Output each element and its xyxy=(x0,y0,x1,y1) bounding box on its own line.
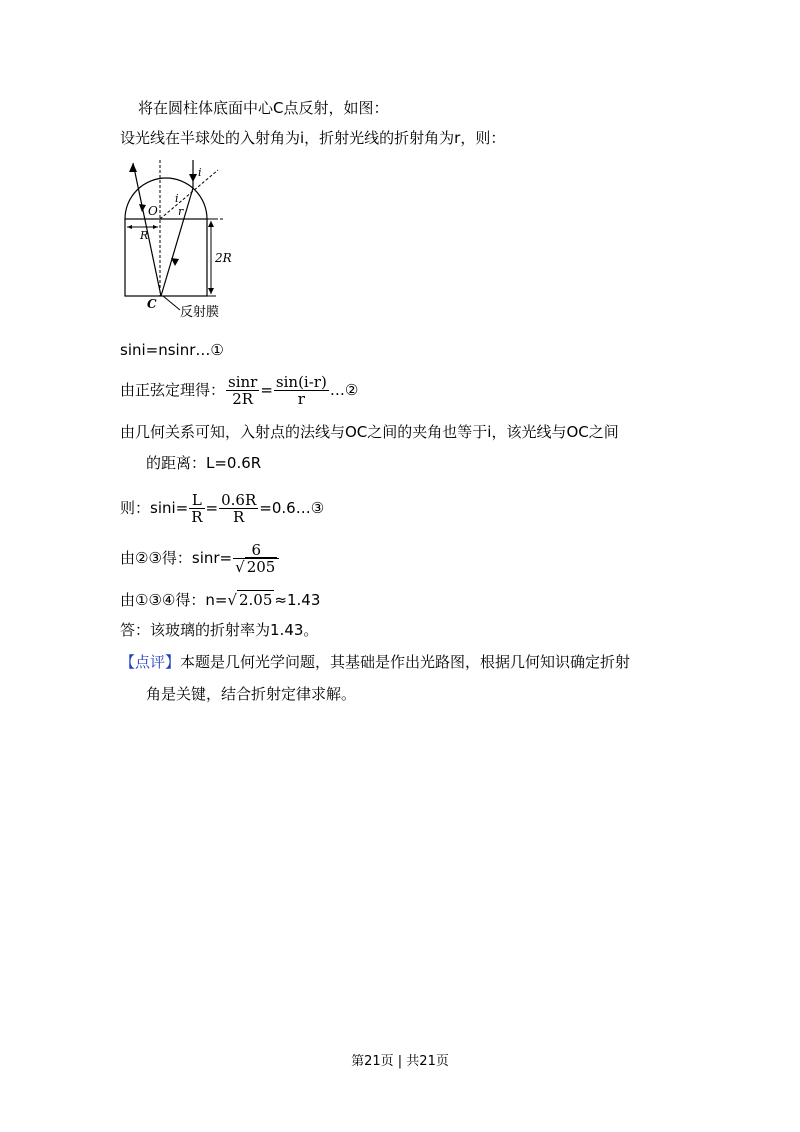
label-R: R xyxy=(140,229,149,242)
label-C: C xyxy=(147,297,157,311)
frac-den: r xyxy=(297,390,305,408)
frac-den-sqrt xyxy=(233,559,279,575)
label-reflective-film: 反射膜 xyxy=(180,305,220,320)
text-line-12: 角是关键，结合折射定律求解。 xyxy=(146,685,357,703)
line9-prefix: 由①③④得：n= xyxy=(120,591,228,609)
page-footer: 第21页 | 共21页 xyxy=(351,1054,449,1069)
frac-num: 0.6R xyxy=(221,491,257,509)
line7-prefix: 则：sini= xyxy=(120,499,189,517)
line4-suffix: …② xyxy=(329,381,359,399)
frac-den: R xyxy=(191,508,203,526)
label-r: r xyxy=(178,205,184,218)
equals-sign: = xyxy=(205,499,219,517)
text-line-2: 设光线在半球处的入射角为i，折射光线的折射角为r，则： xyxy=(120,129,506,147)
label-O: O xyxy=(148,204,158,218)
frac-num: sinr xyxy=(228,373,258,391)
text-line-4 xyxy=(120,374,358,407)
sqrt-radicand: 205 xyxy=(246,558,276,576)
text-line-9 xyxy=(120,590,320,610)
text-line-10: 答：该玻璃的折射率为1.43。 xyxy=(120,621,319,639)
text-line-11 xyxy=(120,652,630,672)
text-line-8 xyxy=(120,542,280,575)
fraction-06R-R xyxy=(219,492,258,525)
equals-sign: = xyxy=(260,381,273,399)
text-line-3: sini=nsinr…① xyxy=(120,341,224,359)
line9-suffix: ≈1.43 xyxy=(274,591,321,609)
label-i: i xyxy=(175,192,179,205)
frac-num: 6 xyxy=(233,542,279,559)
text-line-1: 将在圆柱体底面中心C点反射，如图： xyxy=(138,99,389,117)
fraction-sinr-2R xyxy=(226,374,259,407)
sqrt-symbol: √ xyxy=(227,591,237,609)
text-line-5: 由几何关系可知，入射点的法线与OC之间的夹角也等于i，该光线与OC之间 xyxy=(120,423,619,441)
fraction-sin-i-r xyxy=(274,374,329,407)
frac-den: R xyxy=(233,508,245,526)
fraction-6-sqrt205 xyxy=(233,542,279,575)
fraction-L-R xyxy=(189,492,204,525)
label-i-top: i xyxy=(198,166,202,179)
line8-prefix: 由②③得：sinr= xyxy=(120,549,233,567)
frac-den: 2R xyxy=(232,390,254,408)
line7-suffix: =0.6…③ xyxy=(259,499,325,517)
frac-num: L xyxy=(189,492,204,509)
label-2R: 2R xyxy=(215,251,232,265)
optics-diagram xyxy=(118,160,268,320)
comment-text: 本题是几何光学问题，其基础是作出光路图，根据几何知识确定折射 xyxy=(180,653,631,671)
frac-num: sin(i-r) xyxy=(275,373,327,391)
sqrt-symbol: √ xyxy=(235,558,245,576)
text-line-6: 的距离：L=0.6R xyxy=(146,454,262,472)
comment-tag: 【点评】 xyxy=(120,653,181,671)
text-line-7 xyxy=(120,492,324,525)
line4-prefix: 由正弦定理得： xyxy=(120,381,226,399)
sqrt-radicand: 2.05 xyxy=(238,591,273,609)
